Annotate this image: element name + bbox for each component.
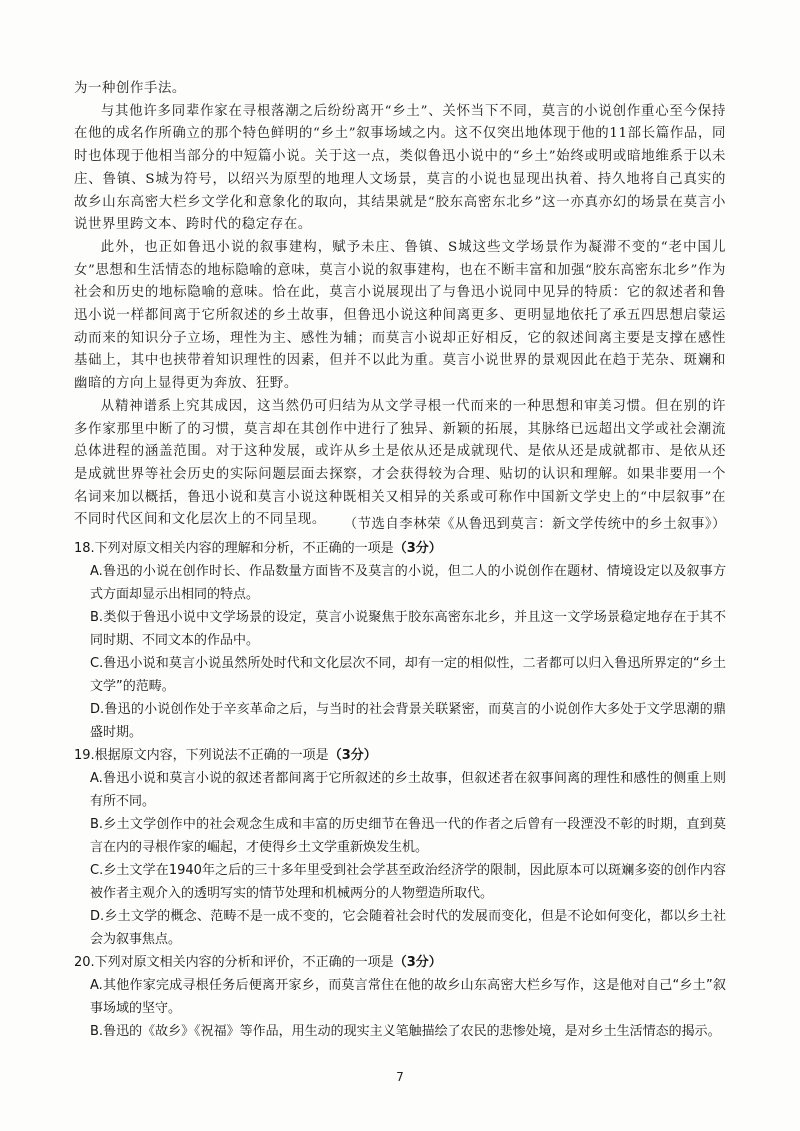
question-points: （3分） — [328, 748, 377, 763]
option-d — [90, 698, 726, 744]
option-letter: B. — [90, 610, 104, 625]
passage-paragraph-2: 此外，也正如鲁迅小说的叙事建构，赋予未庄、鲁镇、S城这些文学场景作为凝滞不变的“老中国儿女”思想和生活情态的地标隐喻的意味，莫言小说的叙事建构，也在不断丰富和加强“胶东高密东北乡”作为社会和历史的地标隐喻的意味。恰在此，莫言小说展现出了与鲁迅小说同中见异的特质：它的叙述者和鲁迅小说一样都间离于它所叙述的乡土故事，但鲁迅小说这种间离更多、更明显地依托了承五四思想启蒙运动而来的知识分子立场，理性为主、感性为辅；而莫言小说却正好相反，它的叙述间离主要是支撑在感性基础上，其中也挟带着知识理性的因素，但并不以此为重。莫言小说世界的景观因此在趋于芜杂、斑斓和幽暗的方向上显得更为奔放、狂野。 — [74, 239, 726, 392]
question-stem — [74, 744, 726, 767]
option-a — [90, 560, 726, 606]
question-stem — [74, 537, 726, 560]
option-text: 鲁迅的小说创作处于辛亥革命之后，与当时的社会背景关联紧密，而莫言的小说创作大多处于文学思潮的鼎盛时期。 — [90, 702, 726, 740]
option-text: 乡土文学创作中的社会观念生成和丰富的历史细节在鲁迅一代的作者之后曾有一段湮没不彰的时期，直到莫言在内的寻根作家的崛起，才使得乡土文学重新焕发生机。 — [90, 817, 726, 855]
option-text: 类似于鲁迅小说中文学场景的设定，莫言小说聚焦于胶东高密东北乡，并且这一文学场景稳定地存在于其不同时期、不同文本的作品中。 — [90, 610, 726, 648]
question-points: （3分） — [393, 541, 442, 556]
option-a — [90, 767, 726, 813]
question-stem-text: 18.下列对原文相关内容的理解和分析，不正确的一项是 — [74, 541, 394, 556]
passage-source-citation: （节选自李林荣《从鲁迅到莫言：新文学传统中的乡土叙事》） — [343, 517, 726, 532]
option-text: 鲁迅的小说在创作时长、作品数量方面皆不及莫言的小说，但二人的小说创作在题材、情境设定以及叙事方式方面却显示出相同的特点。 — [90, 564, 726, 602]
reading-passage — [74, 78, 726, 532]
passage-paragraph-0: 为一种创作手法。 — [74, 81, 186, 96]
option-text: 鲁迅小说和莫言小说虽然所处时代和文化层次不同，却有一定的相似性，二者都可以归入鲁迅所界定的“乡土文学”的范畴。 — [90, 656, 726, 694]
option-letter: B. — [90, 817, 104, 832]
option-letter: C. — [90, 863, 104, 878]
option-letter: C. — [90, 656, 104, 671]
option-letter: B. — [90, 1024, 104, 1039]
question-18 — [74, 537, 726, 744]
option-text: 鲁迅小说和莫言小说的叙述者都间离于它所叙述的乡土故事，但叙述者在叙事间离的理性和感性的侧重上则有所不同。 — [90, 771, 726, 809]
option-letter: D. — [90, 702, 105, 717]
option-c — [90, 859, 726, 905]
passage-paragraph-3: 从精神谱系上究其成因，这当然仍可归结为从文学寻根一代而来的一种思想和审美习惯。但在别的许多作家那里中断了的习惯，莫言却在其创作中进行了独异、新颖的拓展，其脉络已远超出文学或社会潮流总体进程的涵盖范围。对于这种发展，或许从乡土是依从还是成就现代、是依从还是成就都市、是依从还是成就世界等社会历史的实际问题层面去探察，才会获得较为合理、贴切的认识和理解。如果非要用一个名词来加以概括，鲁迅小说和莫言小说这种既相关又相异的关系或可称作中国新文学史上的“中层叙事”在不同时代区间和文化层次上的不同呈现。 — [74, 398, 726, 528]
question-points: （3分） — [393, 955, 442, 970]
question-stem — [74, 951, 726, 974]
option-text: 乡土文学的概念、范畴不是一成不变的，它会随着社会时代的发展而变化，但是不论如何变化，都以乡土社会为叙事焦点。 — [90, 909, 726, 947]
option-letter: D. — [90, 909, 105, 924]
question-stem-text: 20.下列对原文相关内容的分析和评价，不正确的一项是 — [74, 955, 394, 970]
option-b — [90, 606, 726, 652]
option-letter: A. — [90, 771, 103, 786]
question-list — [74, 537, 726, 1043]
option-b — [90, 813, 726, 859]
option-text: 鲁迅的《故乡》《祝福》等作品，用生动的现实主义笔触描绘了农民的悲惨处境，是对乡土生活情态的揭示。 — [103, 1024, 721, 1039]
question-stem-text: 19.根据原文内容，下列说法不正确的一项是 — [74, 748, 329, 763]
question-19 — [74, 744, 726, 951]
page-number: 7 — [396, 1070, 404, 1084]
option-d — [90, 905, 726, 951]
option-text: 其他作家完成寻根任务后便离开家乡，而莫言常住在他的故乡山东高密大栏乡写作，这是他对自己“乡土”叙事场域的坚守。 — [90, 978, 726, 1016]
option-letter: A. — [90, 978, 103, 993]
option-letter: A. — [90, 564, 103, 579]
option-text: 乡土文学在1940年之后的三十多年里受到社会学甚至政治经济学的限制，因此原本可以斑斓多姿的创作内容被作者主观介入的透明写实的情节处理和机械两分的人物塑造所取代。 — [90, 863, 726, 901]
option-a — [90, 974, 726, 1020]
option-c — [90, 652, 726, 698]
question-20 — [74, 951, 726, 1043]
option-b — [90, 1020, 726, 1043]
passage-paragraph-1: 与其他许多同辈作家在寻根落潮之后纷纷离开“乡土”、关怀当下不同，莫言的小说创作重心至今保持在他的成名作所确立的那个特色鲜明的“乡土”叙事场域之内。这不仅突出地体现于他的11部长篇作品，同时也体现于他相当部分的中短篇小说。关于这一点，类似鲁迅小说中的“乡土”始终或明或暗地维系于以未庄、鲁镇、S城为符号，以绍兴为原型的地理人文场景，莫言的小说也显现出执着、持久地将自己真实的故乡山东高密大栏乡文学化和意象化的取向，其结果就是“胶东高密东北乡”这一亦真亦幻的场景在莫言小说世界里跨文本、跨时代的稳定存在。 — [74, 103, 726, 233]
